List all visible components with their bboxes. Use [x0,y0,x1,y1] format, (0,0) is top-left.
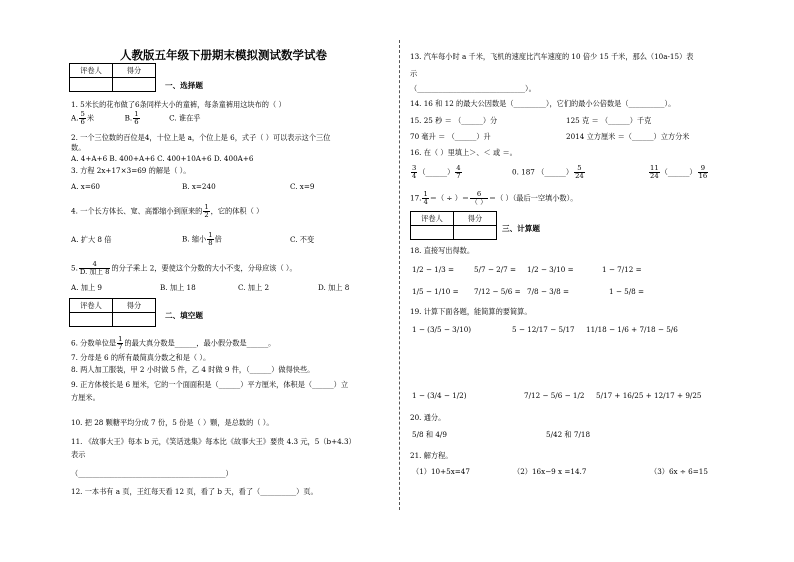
q4-option-c: C. 不变 [290,235,315,244]
q5-option-a: A. 加上 9 [71,283,102,292]
q15-c: 70 毫升 ＝ （______）升 [410,132,491,141]
q13-stem-2: 示 [410,69,418,78]
q14-stem: 14. 16 和 12 的最大公因数是（_________），它们的最小公倍数是（__________）。 [410,99,676,108]
page-title: 人教版五年级下册期末模拟测试数学试卷 [120,48,327,62]
section-calc: 三、计算题 [502,224,540,233]
q3-stem: 3. 方程 2x+17×3=69 的解是（ ）。 [71,166,191,175]
q13-stem: 13. 汽车每小时 a 千米，飞机的速度比汽车速度的 10 倍少 15 千米，那么（10a-15）表 [410,52,694,61]
q19-item: 1 − (3/5 − 3/10) [412,325,472,334]
q15-a: 15. 25 秒 ＝ （______）分 [410,116,498,125]
q5-stem: 5. $\frac{4}{\text{D. 加上 8}}$ 的分子乘上 2，要使这个分数的大小不变，分母应该（ ）。 [71,260,297,276]
q11-answer-line: （_________________________________________） [71,469,233,478]
q2-stem-2: 数。 [71,143,86,152]
q21-item: （2）16x−9 x =14.7 [513,467,587,476]
q20-stem: 20. 通分。 [410,413,446,422]
grade-box-3: 评卷人 得分 [410,211,497,240]
q19-item: 11/18 − 1/6 + 7/18 − 5/6 [586,325,678,334]
q18-item: 1/2 − 3/10 = [527,265,574,274]
q9-stem: 9. 正方体棱长是 6 厘米，它的一个面面积是（______）平方厘米，体积是（______）立 [71,380,349,389]
q5-option-d: D. 加上 8 [318,283,350,292]
q18-item: 5/7 − 2/7 = [474,265,517,274]
q19-item: 5 − 12/17 − 5/17 [512,325,575,334]
q18-item: 1 − 5/8 = [609,287,645,296]
q3-option-a: A. x=60 [71,182,100,191]
q19-stem: 19. 计算下面各题，能简算的要简算。 [410,307,532,316]
q3-option-c: C. x=9 [290,182,315,191]
q1-options: A. $\frac{5}{6}$ 米 B. $\frac{1}{6}$ C. 谁在乎 [71,110,201,126]
q16-item-1: $\frac{3}{4}$ （______） $\frac{4}{7}$ [412,164,461,180]
q21-item: （3）6x ÷ 6=15 [650,467,708,476]
q20-item: 5/42 和 7/18 [546,430,591,439]
q8-stem: 8. 两人加工服装，甲 2 小时做 5 件，乙 4 时做 9 件，（______）做得快些。 [71,365,315,374]
q3-option-b: B. x=240 [182,182,216,191]
q4-option-a: A. 扩大 8 倍 [71,235,112,244]
q9-stem-2: 方厘米。 [71,393,100,402]
grade-box-1 [69,63,156,92]
q11-stem-2: 表示 [71,450,86,459]
q21-item: （1）10+5x=47 [412,467,470,476]
q18-item: 7/8 − 3/8 = [527,287,570,296]
q20-item: 5/8 和 4/9 [412,430,447,439]
score-cell [113,78,156,92]
column-divider [399,40,400,510]
q2-stem: 2. 一个三位数的百位是4，十位上是 a，个位上是 6，式子（ ）可以表示这个三位 [71,133,331,142]
q11-stem: 11. 《故事大王》每本 b 元，《笑话选集》每本比《故事大王》要贵 4.3 元，5（b+4.3） [71,437,356,446]
q18-stem: 18. 直接写出得数。 [410,246,475,255]
reviewer-label: 评卷人 [70,64,113,78]
q13-answer-line: （______________________________）。 [410,84,536,93]
q17-stem: 17. $\frac{1}{4}$ ＝（ ÷ ）＝ $\frac{6}{( )}$ ＝（ ）（最后一空填小数）。 [410,190,578,206]
grade-box-2: 评卷人 得分 [69,298,156,327]
q18-item: 1 − 7/12 = [602,265,642,274]
q15-b: 125 克 ＝ （______）千克 [566,116,652,125]
reviewer-cell [70,78,113,92]
q18-item: 7/12 − 5/6 = [474,287,521,296]
q7-stem: 7. 分母是 6 的所有最简真分数之和是（ ）。 [71,353,211,362]
q5-option-b: B. 加上 18 [160,283,196,292]
q1-stem: 1. 5米长的花布做了6条同样大小的童裤，每条童裤用这块布的（ ） [71,100,286,109]
q4-stem: 4. 一个长方体长、宽、高都缩小到原来的 $\frac{1}{2}$ ，它的体积（ ） [71,203,264,219]
q15-d: 2014 立方厘米 ＝（______）立方分米 [566,132,690,141]
q4-option-b: B. 缩小 $\frac{1}{8}$ 倍 [182,231,222,247]
q10-stem: 10. 把 28 颗糖平均分成 7 份，5 份是（ ）颗，是总数的（ ）。 [71,418,274,427]
q16-item-3: $\frac{11}{24}$ （______） $\frac{9}{16}$ [650,164,708,180]
q21-stem: 21. 解方程。 [410,451,453,460]
q6-stem: 6. 分数单位是 $\frac{1}{7}$ 的最大真分数是______，最小假分数是______。 [71,335,276,351]
q5-option-c: C. 加上 2 [238,283,270,292]
section-choice: 一、选择题 [165,81,203,90]
score-label: 得分 [113,64,156,78]
q18-item: 1/5 − 1/10 = [412,287,459,296]
q16-item-2: 0. 187 （______） $\frac{5}{24}$ [512,164,584,180]
q12-stem: 12. 一本书有 a 页，王红每天看 12 页，看了 b 天，看了（__________）页。 [71,487,318,496]
q18-item: 1/2 − 1/3 = [412,265,455,274]
section-fill: 二、填空题 [165,311,203,320]
q19-item: 7/12 − 5/6 − 1/2 [524,391,585,400]
q16-stem: 16. 在（ ）里填上＞、＜ 或 ＝。 [410,148,517,157]
q19-item: 5/17 + 16/25 + 12/17 + 9/25 [596,391,702,400]
q2-options: A. 4+A+6 B. 400+A+6 C. 400+10A+6 D. 400A+6 [71,154,254,163]
q19-item: 1 − (3/4 − 1/2) [412,391,467,400]
